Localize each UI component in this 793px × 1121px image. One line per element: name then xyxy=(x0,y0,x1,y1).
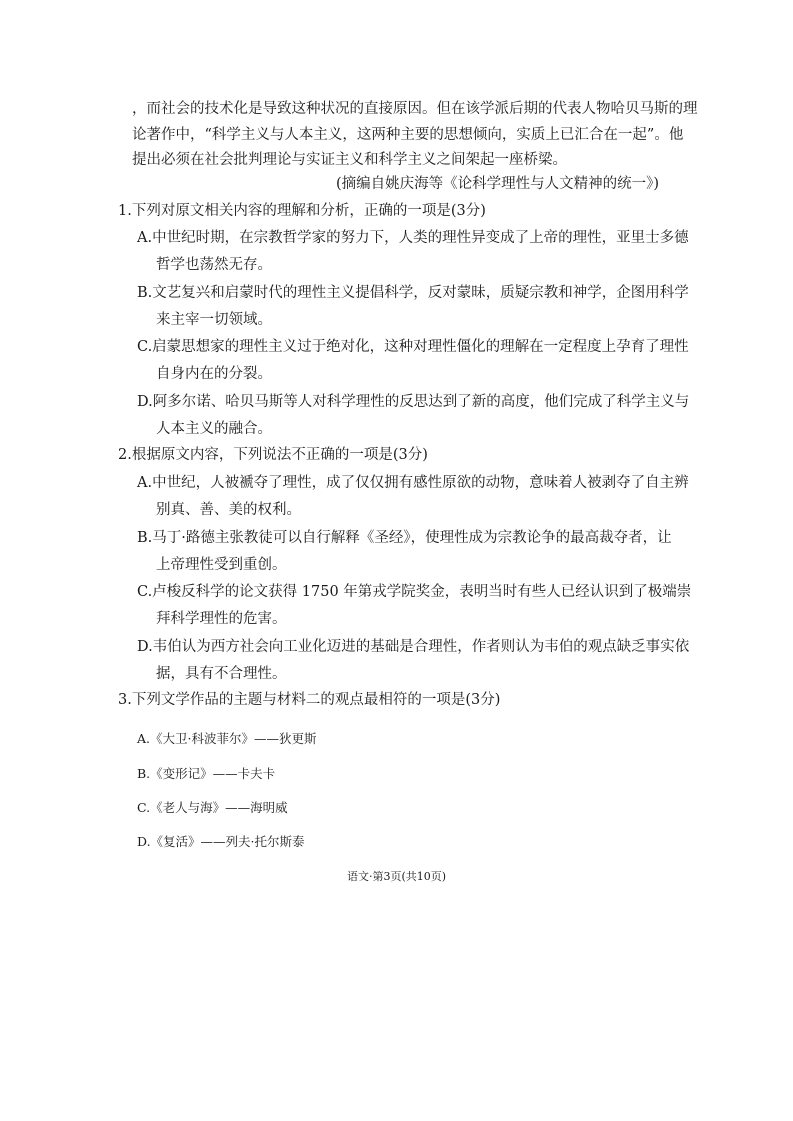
q3-option-b: B.《变形记》——卡夫卡 xyxy=(137,766,276,781)
question-1-stem: 1.下列对原文相关内容的理解和分析，正确的一项是(3分) xyxy=(118,203,486,219)
question-3-stem: 3.下列文学作品的主题与材料二的观点最相符的一项是(3分) xyxy=(118,692,501,708)
passage-line: 提出必须在社会批判理论与实证主义和科学主义之间架起一座桥梁。 xyxy=(132,152,567,168)
passage-source: (摘编自姚庆海等《论科学理性与人文精神的统一》) xyxy=(336,176,660,192)
q2-option-c: C.卢梭反科学的论文获得 1750 年第戎学院奖金，表明当时有些人已经认识到了极端崇 xyxy=(137,584,692,600)
passage-line: 论著作中，“科学主义与人本主义，这两种主要的思想倾向，实质上已汇合在一起”。他 xyxy=(132,127,684,143)
q1-option-c: C.启蒙思想家的理性主义过于绝对化，这种对理性僵化的理解在一定程度上孕育了理性 xyxy=(137,339,689,355)
q3-option-c: C.《老人与海》——海明威 xyxy=(137,800,288,815)
q3-option-d: D.《复活》——列夫·托尔斯泰 xyxy=(137,834,305,849)
q2-option-c-cont: 拜科学理性的危害。 xyxy=(156,611,287,627)
q2-option-d: D.韦伯认为西方社会向工业化迈进的基础是合理性，作者则认为韦伯的观点缺乏事实依 xyxy=(137,639,690,655)
q1-option-c-cont: 自身内在的分裂。 xyxy=(156,366,272,382)
q1-option-a: A.中世纪时期，在宗教哲学家的努力下，人类的理性异变成了上帝的理性，亚里士多德 xyxy=(137,230,689,246)
q1-option-a-cont: 哲学也荡然无存。 xyxy=(156,257,272,273)
page-footer: 语文·第3页(共10页) xyxy=(346,870,447,883)
q2-option-a-cont: 别真、善、美的权利。 xyxy=(156,502,301,518)
q1-option-d: D.阿多尔诺、哈贝马斯等人对科学理性的反思达到了新的高度，他们完成了科学主义与 xyxy=(137,394,690,410)
q2-option-b: B.马丁·路德主张教徒可以自行解释《圣经》，使理性成为宗教论争的最高裁夺者，让 xyxy=(137,530,672,546)
q2-option-d-cont: 据，具有不合理性。 xyxy=(156,666,287,682)
q1-option-b: B.文艺复兴和启蒙时代的理性主义提倡科学，反对蒙昧，质疑宗教和神学，企图用科学 xyxy=(137,285,689,301)
q1-option-d-cont: 人本主义的融合。 xyxy=(156,421,272,437)
q2-option-b-cont: 上帝理性受到重创。 xyxy=(156,557,287,573)
question-2-stem: 2.根据原文内容，下列说法不正确的一项是(3分) xyxy=(118,447,428,463)
q1-option-b-cont: 来主宰一切领域。 xyxy=(156,312,272,328)
q2-option-a: A.中世纪，人被褫夺了理性，成了仅仅拥有感性原欲的动物，意味着人被剥夺了自主辨 xyxy=(137,475,689,491)
q3-option-a: A.《大卫·科波菲尔》——狄更斯 xyxy=(137,731,317,746)
passage-line: ，而社会的技术化是导致这种状况的直接原因。但在该学派后期的代表人物哈贝马斯的理 xyxy=(132,101,698,117)
